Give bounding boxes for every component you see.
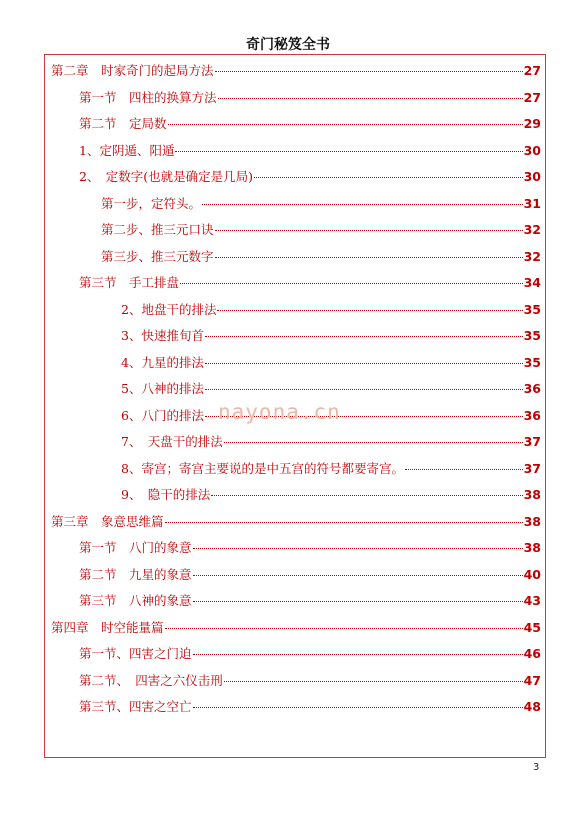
toc-entry[interactable] [79,644,541,662]
toc-entry[interactable] [121,379,541,397]
toc-entry-page: 31 [523,195,541,211]
toc-entry[interactable] [121,326,541,344]
toc-entry-page: 38 [523,513,541,529]
toc-leader-dots [217,310,522,311]
watermark-text: nayona.cn [218,400,341,424]
toc-leader-dots [215,257,523,258]
toc-leader-dots [175,151,522,152]
toc-entry-page: 35 [523,354,541,370]
toc-entry-page: 27 [523,63,541,78]
toc-entry-title: 1、定阴遁、阳遁 [79,142,175,158]
toc-entry-title: 第三节 八神的象意 [79,593,192,608]
toc-entry[interactable] [101,194,541,212]
toc-entry-page: 46 [523,646,541,661]
toc-leader-dots [180,283,523,284]
toc-entry-page: 45 [523,619,541,635]
toc-entry-page: 40 [523,566,541,582]
toc-entry-page: 35 [523,328,541,343]
toc-entry-title: 7、 天盘干的排法 [121,434,223,449]
toc-entry[interactable] [121,353,541,371]
toc-entry-title: 第二章 时家奇门的起局方法 [51,63,214,78]
toc-entry-page: 32 [523,248,541,264]
toc-leader-dots [211,495,522,496]
toc-entry-page: 30 [523,142,541,158]
toc-entry[interactable] [101,247,541,265]
toc-leader-dots [205,363,523,364]
toc-entry-title: 4、九星的排法 [121,354,204,370]
toc-entry-page: 27 [523,89,541,105]
toc-entry-page: 34 [523,275,541,290]
toc-entry[interactable] [121,300,541,318]
toc-entry-title: 第一节 四柱的换算方法 [79,89,217,105]
toc-entry-title: 8、寄宫；寄宫主要说的是中五宫的符号都要寄宫。 [121,460,404,476]
toc-entry-title: 第二步、推三元口诀 [101,222,214,237]
toc-leader-dots [193,601,523,602]
toc-entry[interactable] [79,141,541,159]
toc-entry-title: 第四章 时空能量篇 [51,619,164,635]
toc-entry-page: 30 [523,169,541,184]
toc-entry[interactable] [79,114,541,132]
toc-leader-dots [193,654,523,655]
toc-entry[interactable] [121,459,541,477]
toc-entry-title: 第一节 八门的象意 [79,540,192,555]
toc-leader-dots [202,204,523,205]
toc-entry[interactable] [79,273,541,291]
toc-entry-title: 第三节 手工排盘 [79,275,180,290]
toc-leader-dots [193,707,523,708]
toc-leader-dots [165,522,523,523]
toc-entry[interactable] [79,591,541,609]
toc-entry-page: 36 [523,381,541,396]
toc-entry-title: 9、 隐干的排法 [121,487,211,502]
toc-entry[interactable] [79,565,541,583]
toc-entry-title: 第一步，定符头。 [101,195,202,211]
toc-leader-dots [218,98,523,99]
toc-leader-dots [224,681,523,682]
toc-leader-dots [215,230,523,231]
toc-entry-page: 43 [523,593,541,608]
document-title: 奇门秘笈全书 [246,37,330,53]
toc-entry-title: 第三节、四害之空亡 [79,699,192,714]
toc-entry[interactable] [79,538,541,556]
toc-entry-page: 36 [523,407,541,423]
toc-leader-dots [405,469,523,470]
toc-entry-title: 2、 定数字(也就是确定是几局) [79,169,253,184]
toc-entry[interactable] [79,671,541,689]
toc-leader-dots [193,548,523,549]
toc-leader-dots [165,628,523,629]
toc-entry-title: 第二节 定局数 [79,116,167,131]
toc-entry-title: 2、地盘干的排法 [121,301,217,317]
toc-entry-title: 6、八门的排法 [121,407,204,423]
toc-leader-dots [193,575,523,576]
toc-entry-title: 3、快速推旬首 [121,328,204,343]
toc-entry-page: 47 [523,672,541,688]
toc-entry-title: 第二节 九星的象意 [79,566,192,582]
toc-entry[interactable] [121,485,541,503]
toc-entry-title: 第二节、 四害之六仪击刑 [79,672,223,688]
toc-entry[interactable] [51,61,541,79]
toc-entry-page: 35 [523,301,541,317]
toc-entry[interactable] [79,167,541,185]
toc-entry[interactable] [79,88,541,106]
toc-entry-title: 第一节、四害之门迫 [79,646,192,661]
toc-entry[interactable] [79,697,541,715]
toc-entry-page: 37 [523,460,541,476]
toc-entry-page: 38 [523,540,541,555]
toc-entry[interactable] [101,220,541,238]
toc-entry[interactable] [51,512,541,530]
toc-entry-page: 38 [523,487,541,502]
toc-entry[interactable] [121,432,541,450]
toc-entry-title: 第三章 象意思维篇 [51,513,164,529]
toc-entry-title: 5、八神的排法 [121,381,204,396]
toc-leader-dots [254,177,523,178]
toc-leader-dots [224,442,523,443]
page-number: 3 [533,762,540,773]
toc-entry[interactable] [51,618,541,636]
toc-entry-title: 第三步、推三元数字 [101,248,214,264]
toc-entry-page: 37 [523,434,541,449]
toc-leader-dots [215,71,523,72]
toc-leader-dots [205,336,523,337]
toc-entry-page: 29 [523,116,541,131]
toc-leader-dots [205,389,523,390]
toc-entry-page: 48 [523,699,541,714]
toc-entry-page: 32 [523,222,541,237]
toc-leader-dots [168,124,523,125]
